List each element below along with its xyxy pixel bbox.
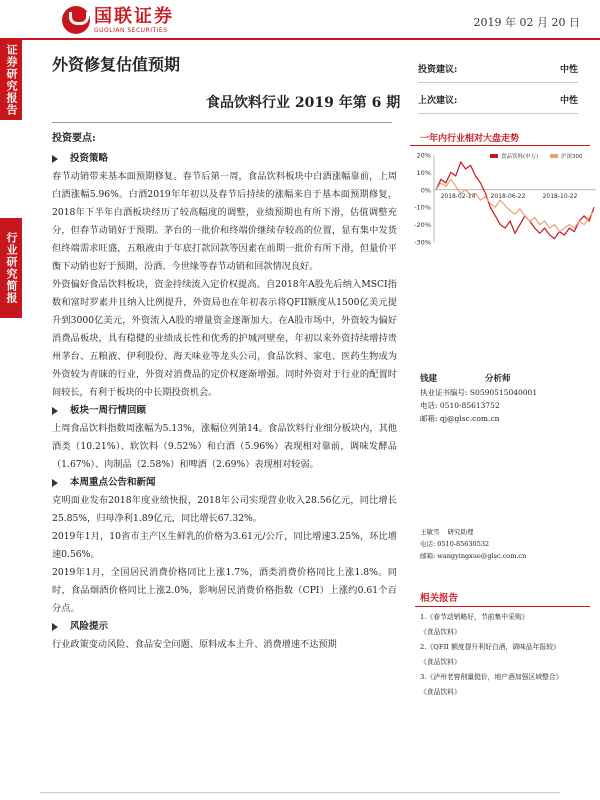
- paragraph: 外资偏好食品饮料板块，资金持续流入定价权提高。自2018年A股先后纳入MSCI指数和富时罗素并且纳入比例提升，外资局也在年初表示将QFII额度从1500亿美元提升到3000亿美元，外资流入A股的增量资金逐渐加大。在A股市场中，外资较为偏好消费品板块，具有稳健的业绩成长性和优秀的护城河壁垒，年初以来外资持续增持贵州茅台、五粮液、伊利股份、海天味业等龙头公司，食品饮料、家电、医药生物成为外资较为青睐的行业，外资对消费品的定价权逐渐增强。同时外资对于行业的配置时间较长，有利于板块的中长期投资机会。: [52, 279, 397, 398]
- logo-name-cn: 国联证券: [94, 5, 174, 27]
- relative-performance-chart: [410, 150, 600, 250]
- y-tick-label: -10%: [414, 203, 431, 212]
- related-report-link[interactable]: 1.《春节动销略好，节前集中采购》: [420, 613, 529, 621]
- analyst-email[interactable]: qj@glsc.com.cn: [439, 414, 500, 423]
- analyst-role: 分析师: [485, 374, 511, 384]
- analyst-phone: 0510-85613752: [439, 401, 500, 410]
- cert-label: 执业证书编号:: [420, 388, 468, 397]
- logo-mark-icon: [62, 6, 90, 34]
- chart-title: 一年内行业相对大盘走势: [420, 134, 520, 144]
- cert-number: S0590515040001: [469, 388, 538, 397]
- related-reports-list: [420, 610, 590, 700]
- bullet-arrow-icon: [52, 479, 58, 487]
- chart-title-divider: [410, 145, 590, 146]
- title-divider: [52, 122, 392, 123]
- sidebar-label-brief: 行业研究简报: [0, 218, 22, 318]
- phone-label: 电话:: [420, 540, 436, 548]
- email-label: 邮箱:: [420, 552, 436, 560]
- page-title: 外资修复估值预期: [52, 55, 181, 74]
- assistant-name: 王敏雪: [420, 528, 440, 536]
- bullet-arrow-icon: [52, 623, 58, 631]
- y-tick-label: 0%: [420, 186, 431, 195]
- y-tick-label: 10%: [416, 168, 431, 177]
- rating-value: 中性: [560, 65, 579, 75]
- paragraph: 2019年1月，10省市主产区生鲜乳的价格为3.61元/公斤，同比增速3.25%，环比增速0.56%。: [52, 531, 397, 560]
- paragraph: 2019年1月，全国居民消费价格同比上涨1.7%，酒类消费价格同比上涨1.8%。同时，食品烟酒价格同比上涨2.0%，影响居民消费价格指数（CPI）上涨约0.61个百分点。: [52, 567, 397, 614]
- related-report-category: 《食品饮料》: [420, 658, 461, 666]
- paragraph: 克明面业发布2018年度业绩快报，2018年公司实现营业收入28.56亿元，同比增长25.85%，归母净利1.89亿元，同比增长67.32%。: [52, 495, 397, 524]
- rating-label: 投资建议:: [418, 65, 458, 75]
- rating-divider: [418, 82, 578, 83]
- phone-label: 电话:: [420, 401, 438, 410]
- bullet-arrow-icon: [52, 407, 58, 415]
- assistant-phone: 0510-85630532: [437, 540, 490, 548]
- section-title-strategy: 投资策略: [52, 150, 397, 168]
- section-title-news: 本周重点公告和新闻: [52, 474, 397, 492]
- page-subtitle: 食品饮料行业 2019 年第 6 期: [206, 95, 401, 111]
- assistant-role: 研究助理: [447, 528, 474, 536]
- series-line-1: [436, 179, 594, 231]
- email-label: 邮箱:: [420, 414, 438, 423]
- analyst-name: 钱建: [420, 374, 438, 384]
- x-tick-label: 2018-02-14: [440, 192, 476, 200]
- analyst-block: [420, 373, 537, 425]
- logo-name-en: GUOLIAN SECURITIES: [94, 26, 168, 34]
- company-logo: [62, 6, 174, 34]
- assistant-email[interactable]: wangyingxue@glsc.com.cn: [437, 552, 527, 560]
- paragraph: 春节动销带来基本面预期修复。春节后第一周，食品饮料板块中白酒涨幅靠前，上周白酒涨幅5.96%。白酒2019年年初以及春节后持续的涨幅来自于基本面预期修复，2018年下半年白酒板块经历了较高幅度的调整，业绩预期也有所下滑，估值调整充分，但春节动销好于预期。茅台的一批价和终端价继续存较高的位置，显有集中发货但终端需求旺盛，五粮液由于年底打款回款等因素在前期一批价有所下滑，但量价平衡下动销也好于预期，汾酒、今世缘等春节动销和回款情况良好。: [52, 171, 397, 272]
- related-report-category: 《食品饮料》: [420, 688, 461, 696]
- legend-swatch: [490, 154, 498, 158]
- header-divider: [0, 38, 600, 40]
- related-divider: [415, 606, 590, 607]
- rating-label: 上次建议:: [418, 96, 458, 106]
- y-tick-label: 20%: [416, 151, 431, 160]
- y-tick-label: -20%: [414, 221, 431, 230]
- legend-label: 食品饮料(申万): [501, 154, 539, 160]
- key-points-heading: 投资要点:: [52, 133, 96, 144]
- x-tick-label: 2018-06-22: [490, 192, 526, 200]
- sidebar-label-report: 证券研究报告: [0, 40, 22, 120]
- footer-divider: [40, 792, 560, 793]
- report-body: [52, 128, 397, 654]
- assistant-block: [420, 526, 526, 562]
- paragraph: 上周食品饮料指数周涨幅为5.13%，涨幅位列第14。食品饮料行业细分板块内，其他酒类（10.21%）、软饮料（9.52%）和白酒（5.96%）表现相对靠前，调味发酵品（1.67%）、肉制品（2.58%）和啤酒（2.69%）表现相对较弱。: [52, 423, 397, 470]
- rating-divider: [418, 113, 578, 114]
- report-date: 2019 年 02 月 20 日: [473, 16, 580, 29]
- related-report-category: 《食品饮料》: [420, 628, 461, 636]
- related-reports-heading: 相关报告: [420, 593, 459, 604]
- legend-label: 沪深300: [561, 154, 583, 160]
- related-report-link[interactable]: 3.《泸州老窖削量挺价，地产酒加强区域整合》: [420, 673, 563, 681]
- related-report-link[interactable]: 2.《QFII 额度提升利好白酒，调味品年报较》: [420, 643, 560, 651]
- y-tick-label: -30%: [414, 238, 431, 247]
- rating-previous: [418, 93, 579, 106]
- rating-value: 中性: [560, 96, 579, 106]
- series-line-0: [436, 162, 594, 239]
- x-tick-label: 2018-10-22: [542, 192, 578, 200]
- section-title-weekly-review: 板块一周行情回顾: [52, 402, 397, 420]
- section-title-risk: 风险提示: [52, 618, 397, 636]
- page-header: [0, 0, 600, 40]
- rating-current: [418, 62, 579, 75]
- legend-swatch: [550, 154, 558, 158]
- paragraph: 行业政策变动风险、食品安全问题、原料成本上升、消费增速不达预期: [52, 639, 337, 650]
- bullet-arrow-icon: [52, 155, 58, 163]
